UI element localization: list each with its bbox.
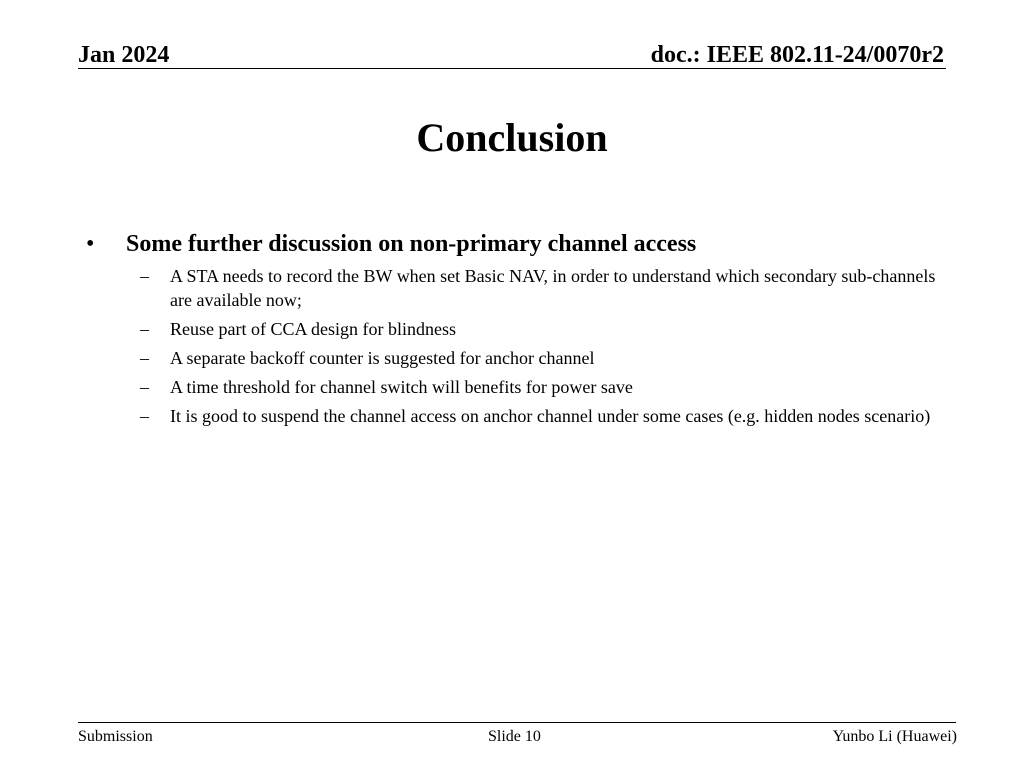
sub-bullet-text: Reuse part of CCA design for blindness: [170, 319, 456, 339]
sub-bullet-item: [86, 346, 938, 370]
slide-content: [86, 228, 946, 433]
main-bullet: [86, 228, 946, 261]
dash-icon: –: [140, 348, 149, 368]
footer-submission: Submission: [78, 728, 153, 745]
dash-icon: –: [140, 319, 149, 339]
main-bullet-text: Some further discussion on non-primary channel access: [126, 231, 697, 257]
header-date: Jan 2024: [78, 42, 170, 68]
footer-divider: [78, 722, 956, 723]
sub-bullet-item: [86, 375, 938, 399]
sub-bullet-text: It is good to suspend the channel access on anchor channel under some cases (e.g. hidden nodes scenario): [170, 406, 931, 426]
sub-bullet-item: [86, 317, 938, 341]
sub-bullet-item: [86, 264, 938, 312]
dash-icon: –: [140, 266, 149, 286]
sub-bullet-item: [86, 404, 938, 428]
slide-title: Conclusion: [416, 115, 608, 160]
dash-icon: –: [140, 406, 149, 426]
sub-bullet-text: A separate backoff counter is suggested for anchor channel: [170, 348, 595, 368]
sub-bullet-list: [86, 264, 946, 428]
footer-author: Yunbo Li (Huawei): [832, 728, 957, 745]
sub-bullet-text: A STA needs to record the BW when set Basic NAV, in order to understand which secondary sub-channels are available now;: [170, 266, 936, 310]
footer-slide-number: Slide 10: [488, 728, 541, 745]
header-divider: [78, 68, 946, 69]
header-doc-id: doc.: IEEE 802.11-24/0070r2: [650, 42, 944, 68]
dash-icon: –: [140, 377, 149, 397]
bullet-icon: •: [86, 231, 95, 257]
sub-bullet-text: A time threshold for channel switch will benefits for power save: [170, 377, 633, 397]
